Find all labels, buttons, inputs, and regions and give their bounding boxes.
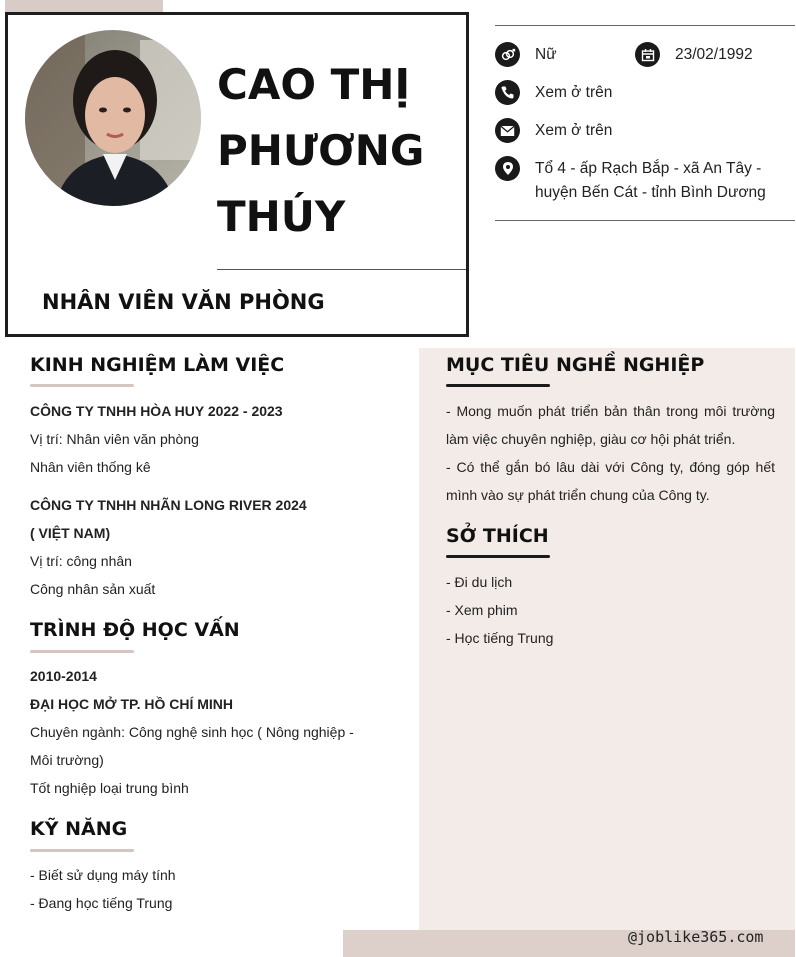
- hobby-item-1: - Đi du lịch: [446, 574, 513, 590]
- calendar-icon: [635, 42, 660, 67]
- education-grade: Tốt nghiệp loại trung bình: [30, 780, 189, 796]
- job2-company-cont: ( VIỆT NAM): [30, 525, 111, 541]
- name-line-1: CAO THỊ: [217, 60, 411, 109]
- objective-heading: MỤC TIÊU NGHỀ NGHIỆP: [446, 354, 705, 376]
- job2-company: CÔNG TY TNHH NHÃN LONG RIVER 2024: [30, 497, 307, 513]
- skill-item-2: - Đang học tiếng Trung: [30, 895, 173, 911]
- gender-value: Nữ: [535, 46, 557, 63]
- job1-company: CÔNG TY TNHH HÒA HUY 2022 - 2023: [30, 403, 283, 419]
- objective-p1-line-1: - Mong muốn phát triển bản thân trong môi trường: [446, 403, 775, 419]
- watermark: @joblike365.com: [628, 928, 764, 946]
- experience-heading: KINH NGHIỆM LÀM VIỆC: [30, 354, 285, 376]
- job1-description: Nhân viên thống kê: [30, 459, 151, 475]
- education-underline: [30, 650, 134, 653]
- job1-position: Vị trí: Nhân viên văn phòng: [30, 431, 199, 447]
- phone-value: Xem ở trên: [535, 84, 613, 101]
- contact-divider-top: [495, 25, 795, 26]
- avatar: [25, 30, 201, 206]
- job2-description: Công nhân sản xuất: [30, 581, 156, 597]
- location-icon: [495, 156, 520, 181]
- objective-p1-line-2: làm việc chuyên nghiệp, giàu cơ hội phát triển.: [446, 431, 736, 447]
- education-major-line-2: Môi trường): [30, 752, 104, 768]
- email-value: Xem ở trên: [535, 122, 613, 139]
- hobbies-heading: SỞ THÍCH: [446, 525, 549, 547]
- objective-p2-line-1: - Có thể gắn bó lâu dài với Công ty, đóng góp hết: [446, 459, 775, 475]
- education-years: 2010-2014: [30, 668, 97, 684]
- contact-divider-bottom: [495, 220, 795, 221]
- skill-item-1: - Biết sử dụng máy tính: [30, 867, 176, 883]
- gender-icon: [495, 42, 520, 67]
- hobby-item-2: - Xem phim: [446, 602, 518, 618]
- candidate-name: [217, 52, 457, 250]
- hobby-item-3: - Học tiếng Trung: [446, 630, 554, 646]
- objective-underline: [446, 384, 550, 387]
- education-school: ĐẠI HỌC MỞ TP. HỒ CHÍ MINH: [30, 696, 234, 712]
- name-line-3: THÚY: [217, 192, 346, 241]
- phone-icon: [495, 80, 520, 105]
- name-divider: [217, 269, 466, 270]
- job-title: NHÂN VIÊN VĂN PHÒNG: [42, 290, 325, 314]
- hobbies-underline: [446, 555, 550, 558]
- experience-underline: [30, 384, 134, 387]
- address-line-1: Tổ 4 - ấp Rạch Bắp - xã An Tây -: [535, 160, 762, 177]
- address-line-2: huyện Bến Cát - tỉnh Bình Dương: [535, 184, 766, 201]
- job2-position: Vị trí: công nhân: [30, 553, 132, 569]
- education-heading: TRÌNH ĐỘ HỌC VẤN: [30, 619, 240, 641]
- email-icon: [495, 118, 520, 143]
- skills-heading: KỸ NĂNG: [30, 818, 128, 840]
- education-major-line-1: Chuyên ngành: Công nghệ sinh học ( Nông nghiệp -: [30, 724, 354, 740]
- name-line-2: PHƯƠNG: [217, 126, 425, 175]
- objective-p2-line-2: mình vào sự phát triển chung của Công ty.: [446, 487, 710, 503]
- skills-underline: [30, 849, 134, 852]
- birthdate-value: 23/02/1992: [675, 46, 753, 63]
